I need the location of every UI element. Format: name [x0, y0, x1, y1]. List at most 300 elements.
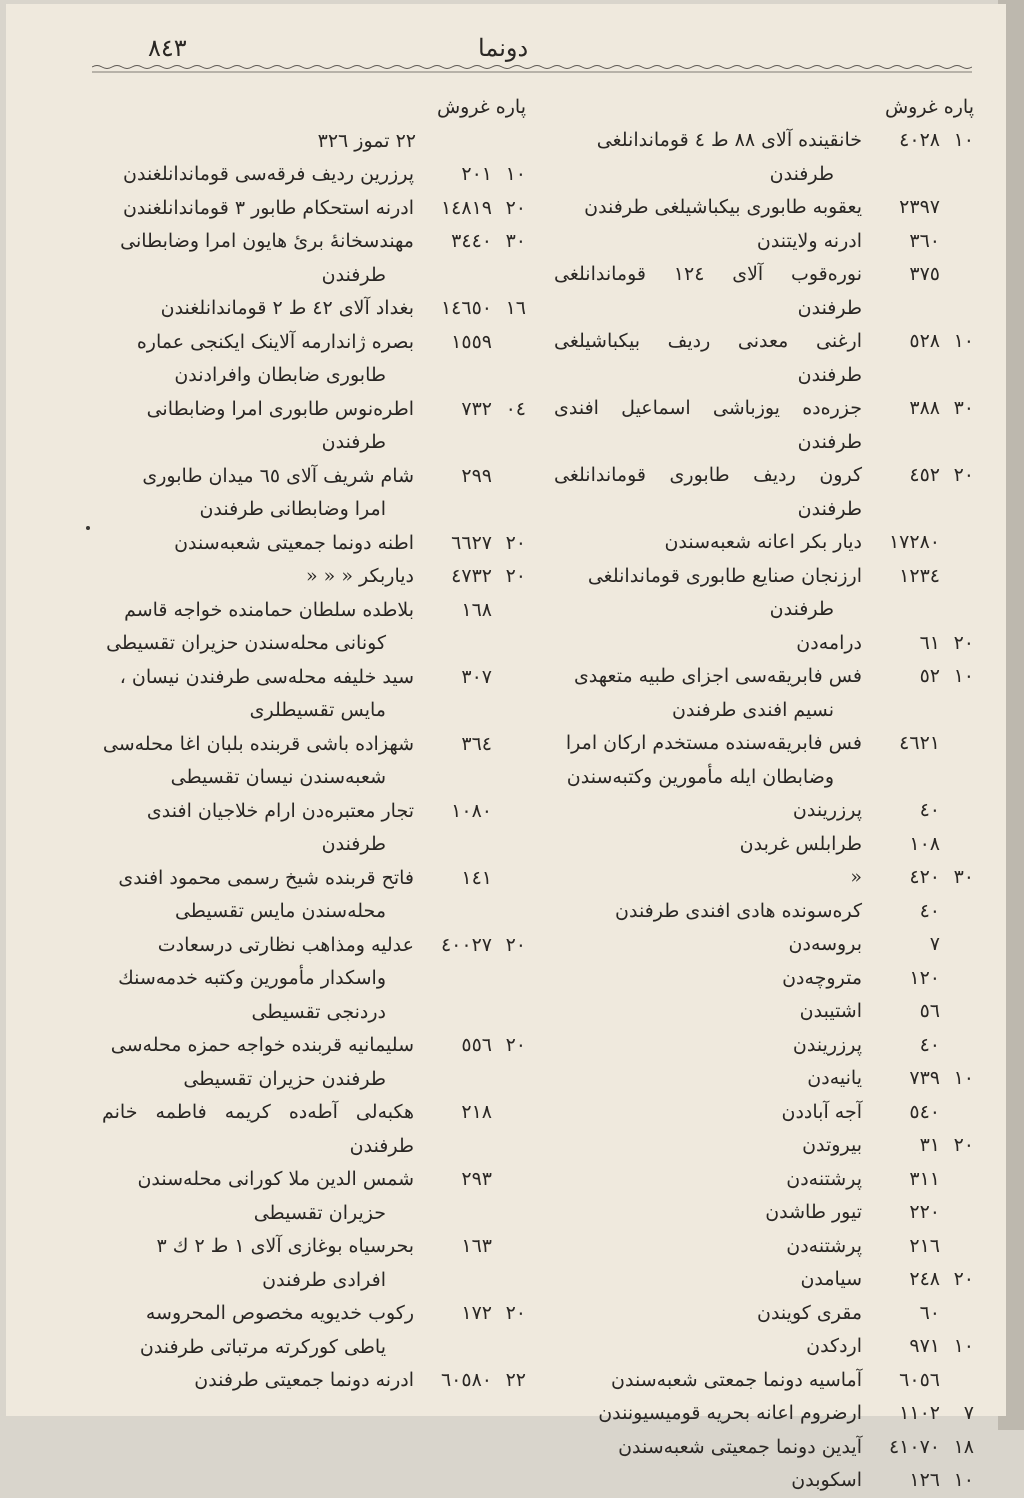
para-amount: ١٠ — [953, 1067, 974, 1089]
description-line: پرشتنه‌دن — [786, 1167, 862, 1190]
ghurush-amount: ١٤٦٥٠ — [440, 297, 492, 319]
description-line: بلاطده سلطان حمامنده خواجه قاسم — [124, 598, 414, 621]
ledger-entry — [102, 1096, 526, 1163]
description-line: یعقوبه طابوری بیکباشیلغی طرفندن — [584, 196, 862, 218]
description-line: کره‌سونده هادی افندی طرفندن — [615, 899, 862, 922]
para-amount — [492, 1230, 526, 1297]
ghurush-amount: ٣٦٤ — [461, 732, 492, 755]
para-amount — [940, 962, 974, 996]
para-amount: ٢٠ — [953, 464, 974, 486]
description-line: نسیم افندی طرفندن — [672, 698, 834, 721]
description-line: ادرنه استحکام طابور ٣ قوماندانلغندن — [122, 196, 414, 219]
entry-description — [554, 995, 862, 1029]
para-amount: ٢٠ — [505, 933, 526, 956]
ghurush-amount: ٥٥٦ — [461, 1034, 492, 1056]
description-line: بیروتدن — [802, 1134, 862, 1156]
ghurush-amount: ٤٧٣٢ — [451, 565, 492, 587]
para-amount — [940, 828, 974, 862]
column-header: پاره غروش — [436, 96, 526, 118]
entry-description — [554, 861, 862, 895]
ghurush-amount: ١٥٥٩ — [451, 330, 492, 353]
ghurush-amount: ٢٠١ — [461, 163, 492, 185]
ledger-entry — [102, 292, 526, 326]
description-line: طرفندن — [769, 598, 834, 620]
para-amount — [492, 862, 526, 929]
entry-description — [554, 895, 862, 929]
ledger-entry — [102, 460, 526, 527]
description-line: فس فابریقه‌سی اجزای طبیه متعهدی — [573, 665, 862, 687]
entry-description — [554, 828, 862, 862]
entry-description — [102, 1364, 414, 1398]
para-amount — [940, 526, 974, 560]
ghurush-amount: ١٧٢ — [461, 1302, 492, 1324]
ledger-entry — [554, 560, 974, 627]
description-line: پرزریندن — [792, 799, 862, 821]
entry-description — [102, 1029, 414, 1096]
description-line: ارزنجان صنایع طابوری قوماندانلغی — [587, 564, 862, 587]
description-line: حزیران تقسیطی — [253, 1201, 386, 1224]
ghurush-amount: ١٠٨ — [909, 832, 940, 855]
para-amount — [492, 594, 526, 661]
entry-description — [554, 1464, 862, 1498]
entry-description — [554, 191, 862, 225]
ghurush-amount: ٣٤٤٠ — [451, 230, 492, 252]
description-line: ادرنه ولایتندن — [756, 229, 862, 252]
description-line: سید خلیفه محله‌سی طرفندن نیسان ، — [119, 665, 414, 688]
para-amount — [940, 1230, 974, 1264]
entry-description — [554, 1129, 862, 1163]
ledger-entry — [102, 1297, 526, 1364]
description-line: اشتیبدن — [799, 1000, 862, 1022]
ghurush-amount: ١١٠٢ — [899, 1402, 940, 1424]
description-line: اطنه دونما جمعیتی شعبه‌سندن — [174, 531, 414, 554]
para-amount: ٣٠ — [953, 866, 974, 888]
ledger-entry — [554, 459, 974, 526]
description-line: مقری کویندن — [757, 1301, 862, 1324]
ghurush-amount: ٣٠٧ — [461, 665, 492, 688]
ghurush-amount: ٤٦٢١ — [899, 732, 940, 754]
ghurush-amount: ٢٩٩ — [461, 464, 492, 487]
entry-description — [554, 727, 862, 794]
para-amount: ٣٠ — [953, 397, 974, 419]
ledger-entry — [554, 325, 974, 392]
ledger-entry — [554, 1263, 974, 1297]
para-amount — [492, 1096, 526, 1163]
ghurush-amount: ٢٤٨ — [909, 1268, 940, 1290]
left-column — [102, 90, 526, 1398]
entry-description — [102, 929, 414, 1030]
ghurush-amount: ٦٠٥٨٠ — [440, 1369, 492, 1391]
para-amount: ٣٠ — [505, 230, 526, 252]
ledger-entry — [554, 1431, 974, 1465]
para-amount: ٧ — [963, 1402, 974, 1424]
ghurush-amount: ٦٠٥٦ — [899, 1368, 940, 1391]
para-amount: ٢٠ — [953, 1134, 974, 1156]
description-line: رکوب خدیویه مخصوص المحروسه — [145, 1302, 414, 1324]
column-header: پاره غروش — [884, 96, 974, 118]
ledger-entry — [554, 1163, 974, 1197]
ledger-entry — [554, 928, 974, 962]
description-line: فاتح قربنده شیخ رسمی محمود افندی — [118, 866, 414, 889]
ledger-entry — [554, 225, 974, 259]
ghurush-amount: ٧ — [929, 933, 940, 955]
description-line: شهزاده باشی قربنده بلبان اغا محله‌سی — [102, 732, 414, 755]
entry-description — [554, 1062, 862, 1096]
ghurush-amount: ٤٥٢ — [909, 464, 940, 486]
ghurush-amount: ٤٠ — [919, 799, 940, 821]
description-line: بصره ژاندارمه آلاینک ایکنجی عماره — [136, 330, 414, 353]
description-line: طرفندن — [769, 162, 834, 185]
entry-description — [102, 560, 414, 594]
ghurush-amount: ٣٦٠ — [909, 229, 940, 252]
ledger-entry — [102, 795, 526, 862]
ghurush-amount: ٦١ — [919, 631, 940, 654]
ledger-entry — [554, 392, 974, 459]
para-amount: ١٠ — [953, 330, 974, 352]
entry-description — [554, 1364, 862, 1398]
ledger-entry — [554, 258, 974, 325]
para-amount — [940, 1297, 974, 1331]
entry-description — [102, 594, 414, 661]
description-line: طرابلس غربدن — [739, 832, 862, 855]
ghurush-amount: ٣٧٥ — [909, 263, 940, 285]
para-amount — [940, 258, 974, 325]
para-amount: ٢٠ — [505, 1034, 526, 1056]
para-amount — [940, 225, 974, 259]
para-amount — [940, 1096, 974, 1130]
entry-description — [554, 1263, 862, 1297]
entry-description — [102, 292, 414, 326]
entry-description — [554, 258, 862, 325]
ledger-entry — [102, 929, 526, 1030]
para-amount: ١٨ — [953, 1435, 974, 1458]
ledger-entry — [554, 660, 974, 727]
ghurush-amount: ٢١٨ — [461, 1101, 492, 1123]
ledger-entry — [102, 594, 526, 661]
para-amount: ١٠ — [953, 1335, 974, 1357]
ledger-entry — [554, 995, 974, 1029]
ghurush-amount: ٤١٠٧٠ — [888, 1435, 940, 1458]
description-line: خانقینده آلای ٨٨ ط ٤ قوماندانلغی — [596, 129, 862, 151]
ledger-entry — [102, 728, 526, 795]
entry-description — [554, 1230, 862, 1264]
ledger-entry — [102, 560, 526, 594]
ghurush-amount: ٧٣٢ — [461, 397, 492, 420]
ledger-entry — [554, 1196, 974, 1230]
ghurush-amount: ١٦٣ — [461, 1235, 492, 1257]
description-line: بروسه‌دن — [788, 933, 862, 955]
description-line: درامه‌دن — [796, 631, 862, 654]
ghurush-amount: ٥٢ — [919, 665, 940, 687]
description-line: طابوری ضابطان وافرادندن — [174, 364, 386, 386]
description-line: فس فابریقه‌سنده مستخدم ارکان امرا — [565, 732, 862, 754]
entry-description — [102, 661, 414, 728]
description-line: مایس تقسیطلری — [249, 699, 386, 721]
ledger-entry — [102, 158, 526, 192]
ledger-entry — [554, 828, 974, 862]
document-page — [6, 4, 1006, 1491]
para-amount: ٠٤ — [505, 397, 526, 420]
ghurush-amount: ٤٢٠ — [909, 866, 940, 888]
para-amount — [940, 727, 974, 794]
entry-description — [102, 1096, 414, 1163]
ghurush-amount: ١٢٣٤ — [899, 564, 940, 587]
ledger-entry — [102, 393, 526, 460]
entry-description — [102, 728, 414, 795]
entry-description — [102, 1297, 414, 1364]
description-line: نوره‌قوب آلای ١٢٤ قوماندانلغی طرفندن — [554, 263, 862, 319]
description-line: طرفندن حزیران تقسیطی — [183, 1067, 386, 1090]
entry-description — [102, 192, 414, 226]
ghurush-amount: ٥٢٨ — [909, 330, 940, 352]
entry-description — [102, 393, 414, 460]
description-line: بحرسیاه بوغازی آلای ١ ط ٢ ك ٣ — [156, 1235, 414, 1257]
para-amount: ٢٠ — [505, 196, 526, 219]
para-amount — [940, 191, 974, 225]
ledger-entry — [102, 862, 526, 929]
entry-description — [102, 158, 414, 192]
para-amount — [940, 928, 974, 962]
description-line: اسکوبدن — [791, 1469, 862, 1491]
description-line: دیاربکر « « « — [306, 565, 414, 587]
ghurush-amount: ٢٩٣ — [461, 1168, 492, 1190]
description-line: طرفندن — [321, 263, 386, 286]
ghurush-amount: ١٤٨١٩ — [440, 196, 492, 219]
entry-description — [102, 1163, 414, 1230]
ghurush-amount: ٣١١ — [909, 1167, 940, 1190]
ledger-entry — [554, 1464, 974, 1498]
para-amount: ١٠ — [953, 665, 974, 687]
entry-description — [554, 1029, 862, 1063]
description-line: شعبه‌سندن نیسان تقسیطی — [170, 766, 386, 788]
description-line: پرزرین ردیف فرقه‌سی قوماندانلغندن — [123, 163, 414, 185]
description-line: عدلیه ومذاهب نظارتی درسعادت — [157, 933, 414, 956]
ghurush-amount: ٦٠ — [919, 1301, 940, 1324]
para-amount: ٢٠ — [505, 1302, 526, 1324]
ghurush-amount: ٩٧١ — [909, 1335, 940, 1357]
ledger-entry — [554, 1364, 974, 1398]
description-line: آجه آباددن — [781, 1100, 862, 1123]
para-amount — [940, 995, 974, 1029]
description-line: محله‌سندن مایس تقسیطی — [174, 900, 386, 922]
entry-description — [554, 560, 862, 627]
entry-description — [102, 326, 414, 393]
ledger-entry — [554, 895, 974, 929]
ink-speck — [86, 526, 90, 530]
entry-description — [554, 325, 862, 392]
description-line: دردنجی تقسیطی — [251, 1000, 386, 1023]
para-amount — [492, 661, 526, 728]
ledger-entry — [102, 1230, 526, 1297]
ghurush-amount: ١٢٠ — [909, 966, 940, 989]
para-amount: ١٠ — [953, 1469, 974, 1491]
ledger-entry — [554, 124, 974, 191]
entry-description — [554, 962, 862, 996]
entry-description — [554, 1330, 862, 1364]
description-line: ارضروم اعانه بحریه قومیسیونندن — [598, 1402, 862, 1424]
ledger-entry — [102, 1364, 526, 1398]
date-line: ٢٢ تموز ٣٢٦ — [317, 130, 416, 152]
entry-description — [554, 1397, 862, 1431]
entry-description — [554, 1096, 862, 1130]
ghurush-amount: ٣٨٨ — [909, 397, 940, 419]
ledger-entry — [554, 1096, 974, 1130]
entry-description — [554, 1431, 862, 1465]
description-line: دیار بکر اعانه شعبه‌سندن — [664, 531, 862, 553]
description-line: آیدین دونما جمعیتی شعبه‌سندن — [618, 1435, 862, 1458]
para-amount: ٢٠ — [505, 531, 526, 554]
ledger-entry — [554, 861, 974, 895]
description-line: کرون ردیف طابوری قوماندانلغی طرفندن — [554, 464, 862, 520]
description-line: سلیمانیه قربنده خواجه حمزه محله‌سی — [110, 1034, 414, 1056]
ghurush-amount: ١٤١ — [461, 866, 492, 889]
entry-description — [554, 459, 862, 526]
entry-description — [554, 225, 862, 259]
entry-description — [102, 225, 414, 292]
ghurush-amount: ٤٠٠٢٧ — [440, 933, 492, 956]
entry-description — [102, 795, 414, 862]
ghurush-amount: ٢٣٩٧ — [899, 196, 940, 218]
entry-description — [554, 794, 862, 828]
entry-description — [554, 124, 862, 191]
ledger-entry — [102, 225, 526, 292]
ghurush-amount: ٤٠٢٨ — [899, 129, 940, 151]
ledger-entry — [554, 1230, 974, 1264]
entry-description — [554, 928, 862, 962]
para-amount — [940, 895, 974, 929]
ledger-entry — [102, 1163, 526, 1230]
description-line: کونانی محله‌سندن حزیران تقسیطی — [106, 632, 386, 654]
entry-description — [554, 660, 862, 727]
para-amount — [492, 326, 526, 393]
para-amount — [940, 794, 974, 828]
description-line: شمس الدین ملا کورانی محله‌سندن — [137, 1168, 414, 1190]
entries-list — [102, 158, 526, 1398]
ghurush-amount: ٧٣٩ — [909, 1067, 940, 1089]
description-line: آماسیه دونما جمعتی شعبه‌سندن — [611, 1368, 862, 1391]
description-line: امرا وضابطانی طرفندن — [199, 498, 386, 520]
ghurush-amount: ١٦٨ — [461, 598, 492, 621]
para-amount — [492, 728, 526, 795]
entry-description — [554, 1196, 862, 1230]
ledger-entry — [554, 1129, 974, 1163]
entry-description — [102, 460, 414, 527]
description-line: یاطی کورکرته مرتباتی طرفندن — [139, 1335, 386, 1358]
description-line: تیور طاشدن — [765, 1201, 862, 1223]
ghurush-amount: ٥٦ — [919, 1000, 940, 1022]
ghurush-amount: ٥٤٠ — [909, 1100, 940, 1123]
description-line: ارغنی معدنی ردیف بیکباشیلغی طرفندن — [554, 330, 862, 386]
entry-description — [102, 527, 414, 561]
ghurush-amount: ٣١ — [919, 1134, 940, 1156]
entry-description — [554, 1297, 862, 1331]
description-line: سیامدن — [800, 1268, 862, 1290]
para-amount — [492, 1163, 526, 1230]
ledger-entry — [554, 1330, 974, 1364]
ledger-entry — [554, 794, 974, 828]
ledger-entry — [554, 1397, 974, 1431]
ledger-entry — [554, 526, 974, 560]
description-line: پرشتنه‌دن — [786, 1234, 862, 1257]
description-line: افرادی طرفندن — [262, 1268, 386, 1291]
ghurush-amount: ٢٢٠ — [909, 1201, 940, 1223]
ghurush-amount: ٢١٦ — [909, 1234, 940, 1257]
header-wavy-rule — [92, 64, 972, 74]
ledger-entry — [102, 1029, 526, 1096]
ghurush-amount: ١٧٢٨٠ — [888, 531, 940, 553]
description-line: پرزریندن — [792, 1033, 862, 1056]
para-amount: ٢٠ — [953, 1268, 974, 1290]
entry-description — [102, 862, 414, 929]
para-amount — [940, 1196, 974, 1230]
ledger-entry — [554, 1062, 974, 1096]
description-line: هکبه‌لی آطه‌ده کریمه فاطمه خانم طرفندن — [102, 1101, 414, 1157]
ghurush-amount: ١٢٦ — [909, 1469, 940, 1491]
description-line: اردکدن — [806, 1335, 862, 1357]
ledger-entry — [554, 627, 974, 661]
para-amount: ٢٠ — [505, 565, 526, 587]
para-amount: ١٦ — [505, 297, 526, 319]
para-amount: ١٠ — [505, 163, 526, 185]
right-column — [554, 90, 974, 1498]
ledger-entry — [554, 962, 974, 996]
ledger-entry — [102, 527, 526, 561]
para-amount: ٢٢ — [505, 1369, 526, 1391]
para-amount: ١٠ — [953, 129, 974, 151]
running-title: دونما — [478, 34, 529, 62]
ledger-entry — [102, 661, 526, 728]
entries-list — [554, 124, 974, 1498]
ledger-entry — [102, 326, 526, 393]
ledger-entry — [554, 191, 974, 225]
ledger-entry — [102, 192, 526, 226]
description-line: « — [850, 866, 862, 888]
ghurush-amount: ١٠٨٠ — [451, 799, 492, 822]
para-amount — [940, 1029, 974, 1063]
ghurush-amount: ٤٠ — [919, 1033, 940, 1056]
para-amount — [940, 1163, 974, 1197]
description-line: طرفندن — [321, 431, 386, 453]
para-amount: ٢٠ — [953, 631, 974, 654]
description-line: جزره‌ده یوزباشی اسماعیل افندی طرفندن — [554, 397, 862, 453]
ledger-entry — [554, 1029, 974, 1063]
entry-description — [554, 526, 862, 560]
para-amount — [940, 560, 974, 627]
ledger-entry — [554, 727, 974, 794]
description-line: اطره‌نوس طابوری امرا وضابطانی — [146, 397, 414, 420]
para-amount — [492, 460, 526, 527]
entry-description — [554, 627, 862, 661]
ghurush-amount: ٦٦٢٧ — [451, 531, 492, 554]
ledger-entry — [554, 1297, 974, 1331]
description-line: مهندسخانهٔ بریٔ هایون امرا وضابطانی — [120, 230, 414, 252]
description-line: تجار معتبره‌دن ارام خلاجیان افندی — [146, 799, 414, 822]
entry-description — [554, 392, 862, 459]
description-line: واسکدار مأمورین وکتبه خدمه‌سنك — [118, 967, 386, 989]
para-amount — [940, 1364, 974, 1398]
page-number: ٨٤٣ — [148, 34, 187, 62]
ghurush-amount: ٤٠ — [919, 899, 940, 922]
entry-description — [554, 1163, 862, 1197]
description-line: ادرنه دونما جمعیتی طرفندن — [194, 1369, 414, 1391]
description-line: طرفندن — [321, 833, 386, 855]
description-line: وضابطان ایله مأمورین وکتبه‌سندن — [566, 765, 834, 788]
description-line: متروچه‌دن — [782, 966, 862, 989]
entry-description — [102, 1230, 414, 1297]
description-line: بغداد آلای ٤٢ ط ٢ قوماندانلغندن — [160, 297, 414, 319]
para-amount — [492, 795, 526, 862]
description-line: شام شریف آلای ٦٥ میدان طابوری — [142, 464, 414, 487]
